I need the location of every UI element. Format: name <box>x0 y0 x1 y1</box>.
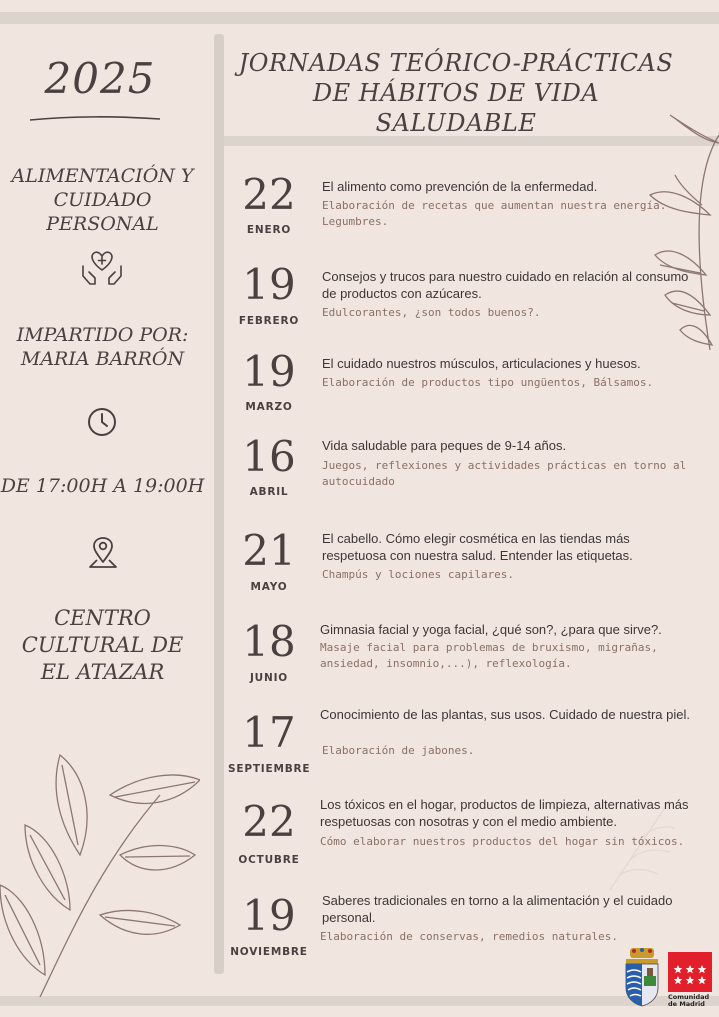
event-month: NOVIEMBRE <box>230 946 308 958</box>
page-title <box>236 48 676 138</box>
event-day: 18 <box>242 617 296 666</box>
event-month: ABRIL <box>249 486 289 498</box>
event-subtitle: Juegos, reflexiones y actividades prácticas en torno al autocuidado <box>322 459 687 488</box>
event-day: 21 <box>242 526 296 575</box>
event-day: 22 <box>242 170 296 219</box>
topic-text <box>0 164 205 236</box>
event-month: JUNIO <box>249 672 289 684</box>
event-title: Consejos y trucos para nuestro cuidado en relación al consumo de productos con azúcares. <box>322 269 689 301</box>
title-line-1: JORNADAS TEÓRICO-PRÁCTICAS <box>238 49 674 77</box>
event-title: Los tóxicos en el hogar, productos de limpieza, alternativas más respetuosas con nosotras y con el medio ambiente. <box>320 797 689 829</box>
event-day: 19 <box>242 891 296 940</box>
instructor-text <box>0 323 205 371</box>
event-day: 19 <box>242 260 296 309</box>
event-day: 17 <box>242 708 296 757</box>
comunidad-madrid-text <box>668 994 712 1008</box>
comunidad-line-2: de Madrid <box>668 1000 705 1008</box>
event-day: 22 <box>242 797 296 846</box>
topic-line-1: ALIMENTACIÓN Y <box>11 165 194 187</box>
instructor-line-1: IMPARTIDO POR: <box>16 324 189 346</box>
year-underline <box>30 116 160 122</box>
leaf-branch-bottom-left-icon <box>0 735 200 997</box>
comunidad-line-1: Comunidad <box>668 993 710 1001</box>
event-month: FEBRERO <box>238 315 300 327</box>
event-day: 19 <box>242 347 296 396</box>
comunidad-madrid-flag <box>668 952 712 992</box>
comunidad-madrid-logo <box>668 952 712 1008</box>
event-day: 16 <box>242 432 296 481</box>
star-icons <box>668 952 712 992</box>
event-title: El alimento como prevención de la enfermedad. <box>322 179 598 194</box>
event-subtitle: Elaboración de productos tipo ungüentos, Bálsamos. <box>322 376 654 389</box>
schedule-text: DE 17:00H A 19:00H <box>0 475 205 497</box>
location-pin-icon <box>88 536 118 572</box>
event-subtitle: Elaboración de jabones. <box>322 744 475 757</box>
heart-hands-icon <box>80 248 124 288</box>
venue-text <box>0 605 205 686</box>
event-subtitle: Champús y lociones capilares. <box>322 568 515 581</box>
event-month: MAYO <box>250 581 288 593</box>
topic-line-2: CUIDADO PERSONAL <box>46 189 159 235</box>
event-title: Gimnasia facial y yoga facial, ¿qué son?, ¿para que sirve?. <box>320 622 662 637</box>
event-month: MARZO <box>245 401 293 413</box>
vertical-divider <box>214 34 224 974</box>
event-month: OCTUBRE <box>238 854 300 866</box>
event-subtitle: Cómo elaborar nuestros productos del hogar sin tóxicos. <box>320 835 685 848</box>
event-title: Conocimiento de las plantas, sus usos. Cuidado de nuestra piel. <box>320 707 690 722</box>
event-title: Vida saludable para peques de 9-14 años. <box>322 438 567 453</box>
bottom-border-band <box>0 993 719 1006</box>
venue-line-2: CULTURAL DE <box>21 633 184 657</box>
event-subtitle: Masaje facial para problemas de bruxismo, migrañas, ansiedad, insomnio,...), reflexología. <box>320 641 658 670</box>
event-subtitle: Edulcorantes, ¿son todos buenos?. <box>322 306 541 319</box>
event-month: ENERO <box>246 224 292 236</box>
clock-icon <box>87 407 117 437</box>
event-subtitle: Elaboración de recetas que aumentan nuestra energía. Legumbres. <box>322 199 667 228</box>
event-month: SEPTIEMBRE <box>228 763 311 775</box>
event-title: El cabello. Cómo elegir cosmética en las tiendas más respetuosa con nuestra salud. Entender las etiquetas. <box>322 531 633 563</box>
event-title: Saberes tradicionales en torno a la alimentación y el cuidado personal. <box>322 893 673 925</box>
venue-line-1: CENTRO <box>54 606 151 630</box>
title-line-2: DE HÁBITOS DE VIDA SALUDABLE <box>312 79 600 137</box>
event-title: El cuidado nuestros músculos, articulaciones y huesos. <box>322 356 641 371</box>
coat-of-arms-logo <box>622 946 662 1008</box>
year-heading: 2025 <box>44 54 156 103</box>
venue-line-3: EL ATAZAR <box>40 660 165 684</box>
top-border-band <box>0 12 719 24</box>
instructor-line-2: MARIA BARRÓN <box>20 348 185 370</box>
event-subtitle: Elaboración de conservas, remedios naturales. <box>320 930 619 943</box>
